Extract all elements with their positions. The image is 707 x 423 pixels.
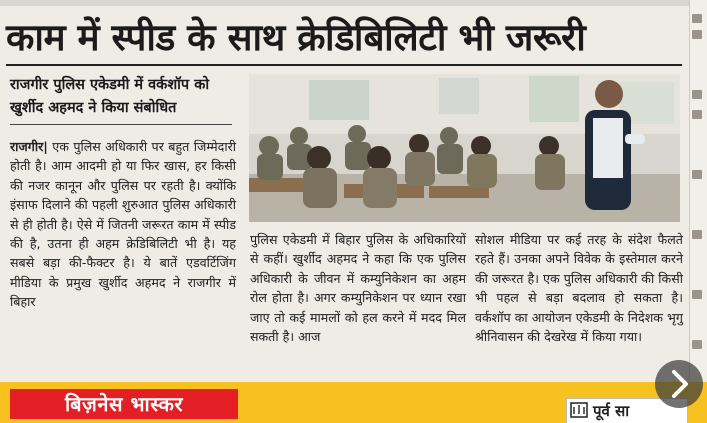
footer-right-label: पूर्व सा [566, 398, 688, 423]
article-column-1 [10, 137, 236, 312]
edge-glyph [692, 30, 702, 39]
next-button[interactable] [655, 360, 703, 408]
top-edge-strip [0, 0, 707, 6]
headline-rule [6, 64, 682, 66]
article-headline: काम में स्पीड के साथ क्रेडिबिलिटी भी जरूरी [6, 16, 586, 59]
article-column-2: पुलिस एकेडमी में बिहार पुलिस के अधिकारियों से कहीं। खुर्शीद अहमद ने कहा कि एक पुलिस अधिकारी के जीवन में कम्युनिकेशन का अहम रोल होता है। अगर कम्युनिकेशन पर ध्यान रखा जाए तो कई मामलों को हल करने में मदद मिल सकती है। आज [250, 232, 466, 345]
chevron-right-icon [655, 360, 703, 408]
subheadline-rule [10, 124, 232, 125]
newspaper-brand: बिज़नेस भास्कर [10, 389, 238, 419]
article-dateline: राजगीर| [10, 139, 48, 154]
edge-glyph [692, 170, 702, 179]
article-column-3: सोशल मीडिया पर कई तरह के संदेश फैलते रहते हैं। उनका अपने विवेक के इस्तेमाल करने की जरूरत है। एक पुलिस अधिकारी की किसी भी पहल से बड़ा बदलाव हो सकता है। वर्कशॉप का आयोजन एकेडमी के निदेशक भृगु श्रीनिवासन की देखरेख में किया गया। [475, 232, 683, 345]
workshop-photo-illustration [249, 74, 680, 222]
article-subheadline: राजगीर पुलिस एकेडमी में वर्कशॉप को खुर्शीद अहमद ने किया संबोधित [10, 77, 210, 116]
edge-glyph [692, 230, 702, 239]
workshop-photo [249, 74, 680, 222]
article-column-1-text: एक पुलिस अधिकारी पर बहुत जिम्मेदारी होती है। आम आदमी हो या फिर खास, हर किसी की नजर कानून और पुलिस पर रहती है। क्योंकि इंसाफ दिलाने की पहली शुरुआत पुलिस अधिकारी से ही होती है। ऐसे में जितनी जरूरत काम में स्पीड की है, उतना ही अहम क्रेडिबिलिटी भी है। यह सबसे बड़ा की-फैक्टर है। ये बातें एडवर्टिजिंग मीडिया के प्रमुख खुर्शीद अहमद ने राजगीर में बिहार [10, 139, 236, 310]
edge-glyph [692, 110, 702, 119]
emblem-icon [570, 402, 588, 418]
edge-glyph [692, 340, 702, 349]
edge-glyph [692, 90, 702, 99]
adjacent-article-edge [689, 0, 707, 380]
edge-glyph [692, 290, 702, 299]
edge-glyph [692, 14, 702, 23]
